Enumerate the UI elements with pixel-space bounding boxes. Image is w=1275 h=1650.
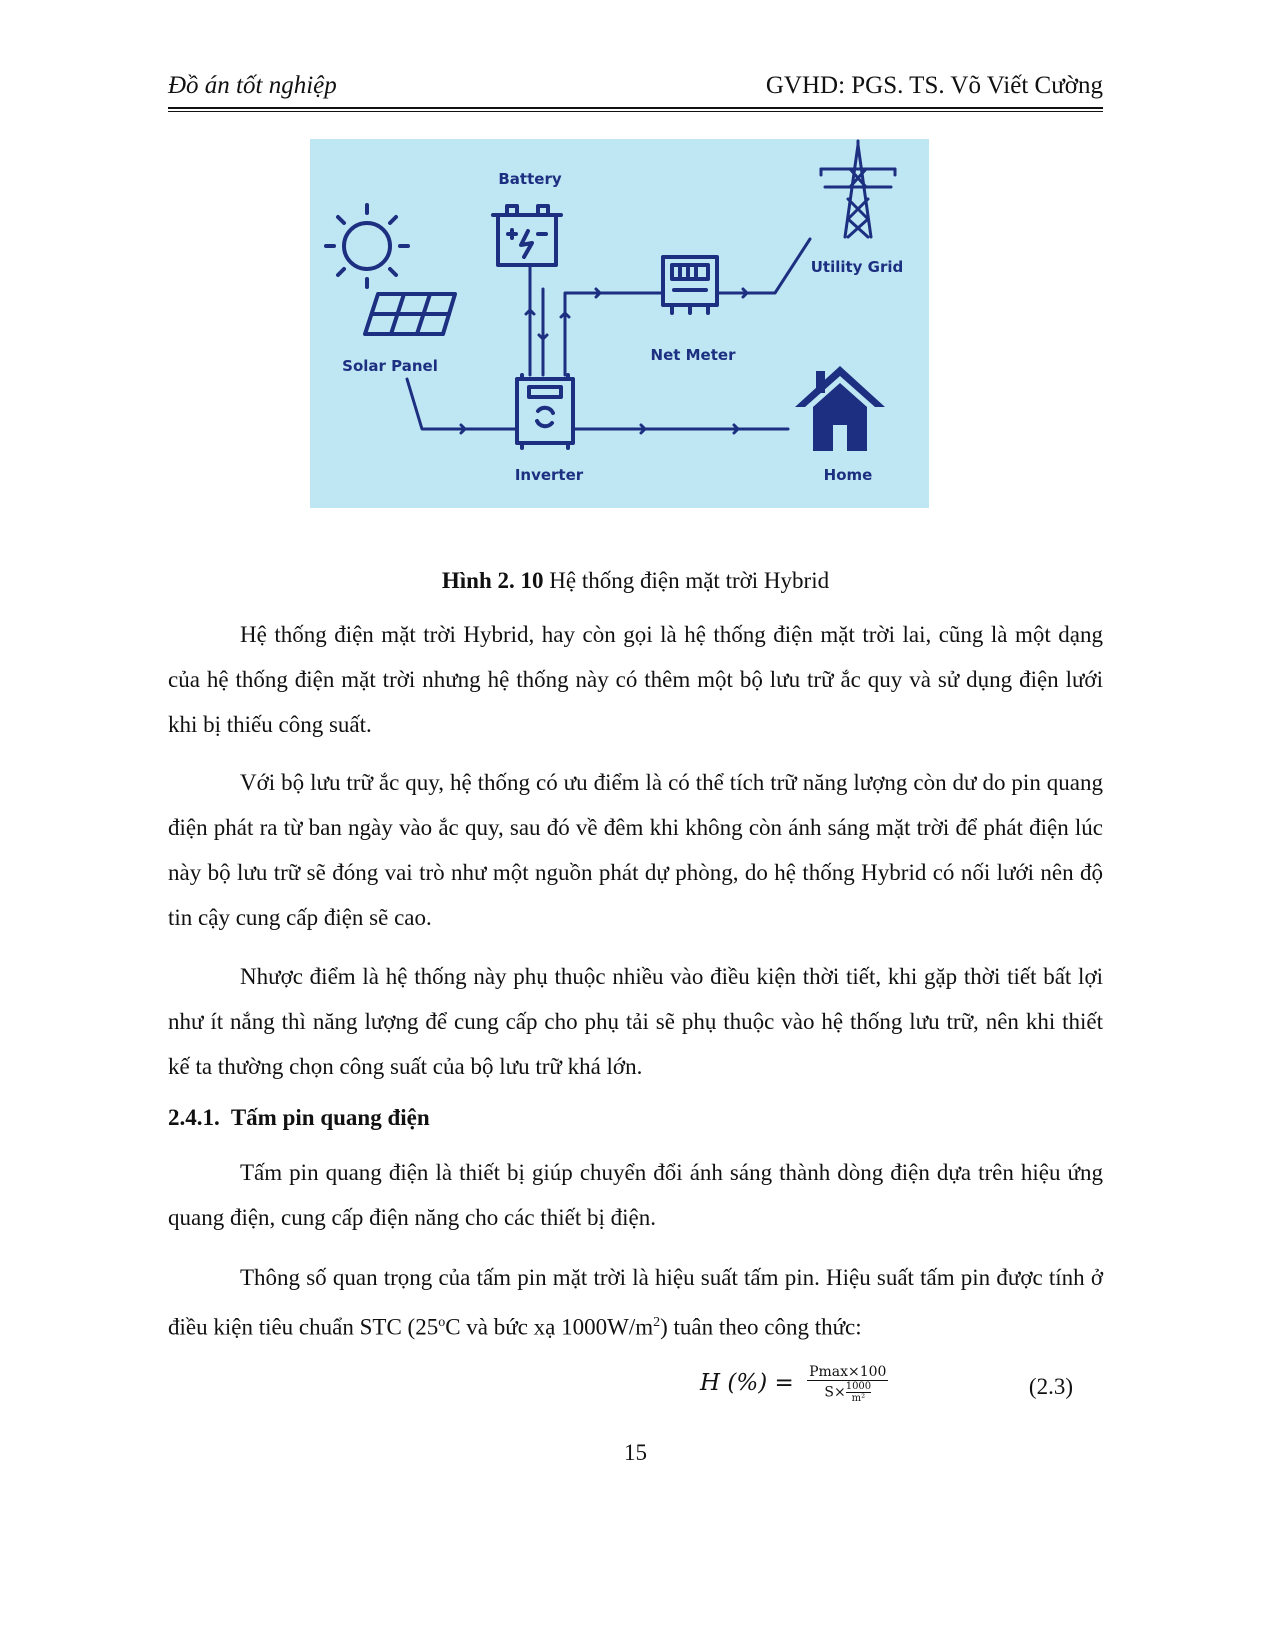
page-number: 15 [624,1440,647,1465]
hybrid-system-diagram [310,139,929,508]
body-paragraph-2: Với bộ lưu trữ ắc quy, hệ thống có ưu điểm là có thể tích trữ năng lượng còn dư do pin quang điện phát ra từ ban ngày vào ắc quy, sau đó về đêm khi không còn ánh sáng mặt trời để phát điện lúc này bộ lưu trữ sẽ đóng vai trò như một nguồn phát dự phòng, do hệ thống Hybrid có nối lưới nên độ tin cậy cung cấp điện sẽ cao. [168,770,1103,930]
body-paragraph-1: Hệ thống điện mặt trời Hybrid, hay còn gọi là hệ thống điện mặt trời lai, cũng là một dạng của hệ thống điện mặt trời nhưng hệ thống này có thêm một bộ lưu trữ ắc quy và sử dụng điện lưới khi bị thiếu công suất. [168,622,1103,737]
section-paragraph-stc: Thông số quan trọng của tấm pin mặt trời là hiệu suất tấm pin. Hiệu suất tấm pin được tính ở điều kiện tiêu chuẩn STC (25$^o$C và bức xạ $1000W/m^2$) tuân theo công thức: [168,1265,1103,1340]
figure-caption-label: Hình 2. 10 [441,568,544,593]
solar-panel-label: Solar Panel [342,357,438,375]
net-meter-label: Net Meter [650,346,736,364]
formula-number: (2.3) [1028,1374,1073,1399]
formula-numerator: Pmax×100 [809,1364,887,1380]
efficiency-formula [168,1362,1103,1424]
battery-label: Battery [498,170,562,188]
diagram-background [310,139,929,508]
header-divider [168,107,1103,112]
section-paragraph-1: Tấm pin quang điện là thiết bị giúp chuyển đổi ánh sáng thành dòng điện dựa trên hiệu ứng quang điện, cung cấp điện năng cho các thiết bị điện. [168,1160,1103,1230]
utility-grid-label: Utility Grid [810,258,904,276]
section-number: 2.4.1. [168,1105,220,1130]
home-label: Home [823,466,873,484]
section-title: Tấm pin quang điện [230,1105,430,1130]
formula-expression [700,1364,888,1404]
figure-caption-text: Hệ thống điện mặt trời Hybrid [543,568,830,593]
body-paragraph-3: Nhược điểm là hệ thống này phụ thuộc nhiều vào điều kiện thời tiết, khi gặp thời tiết bất lợi như ít nắng thì năng lượng để cung cấp cho phụ tải sẽ phụ thuộc vào hệ thống lưu trữ, nên khi thiết kế ta thường chọn công suất của bộ lưu trữ khá lớn. [168,964,1103,1079]
formula-denominator: S× $\frac{1000}{\text{m²}}$ [824,1381,872,1404]
header-supervisor: GVHD: PGS. TS. Võ Viết Cường [765,72,1103,99]
section-heading [168,1105,430,1131]
header-thesis-title: Đồ án tốt nghiệp [168,72,337,99]
inverter-label: Inverter [514,466,584,484]
formula-lhs: H (%) = [700,1370,794,1396]
page-header [168,72,1103,108]
figure-caption [168,568,1103,594]
formula-fraction [807,1364,888,1404]
